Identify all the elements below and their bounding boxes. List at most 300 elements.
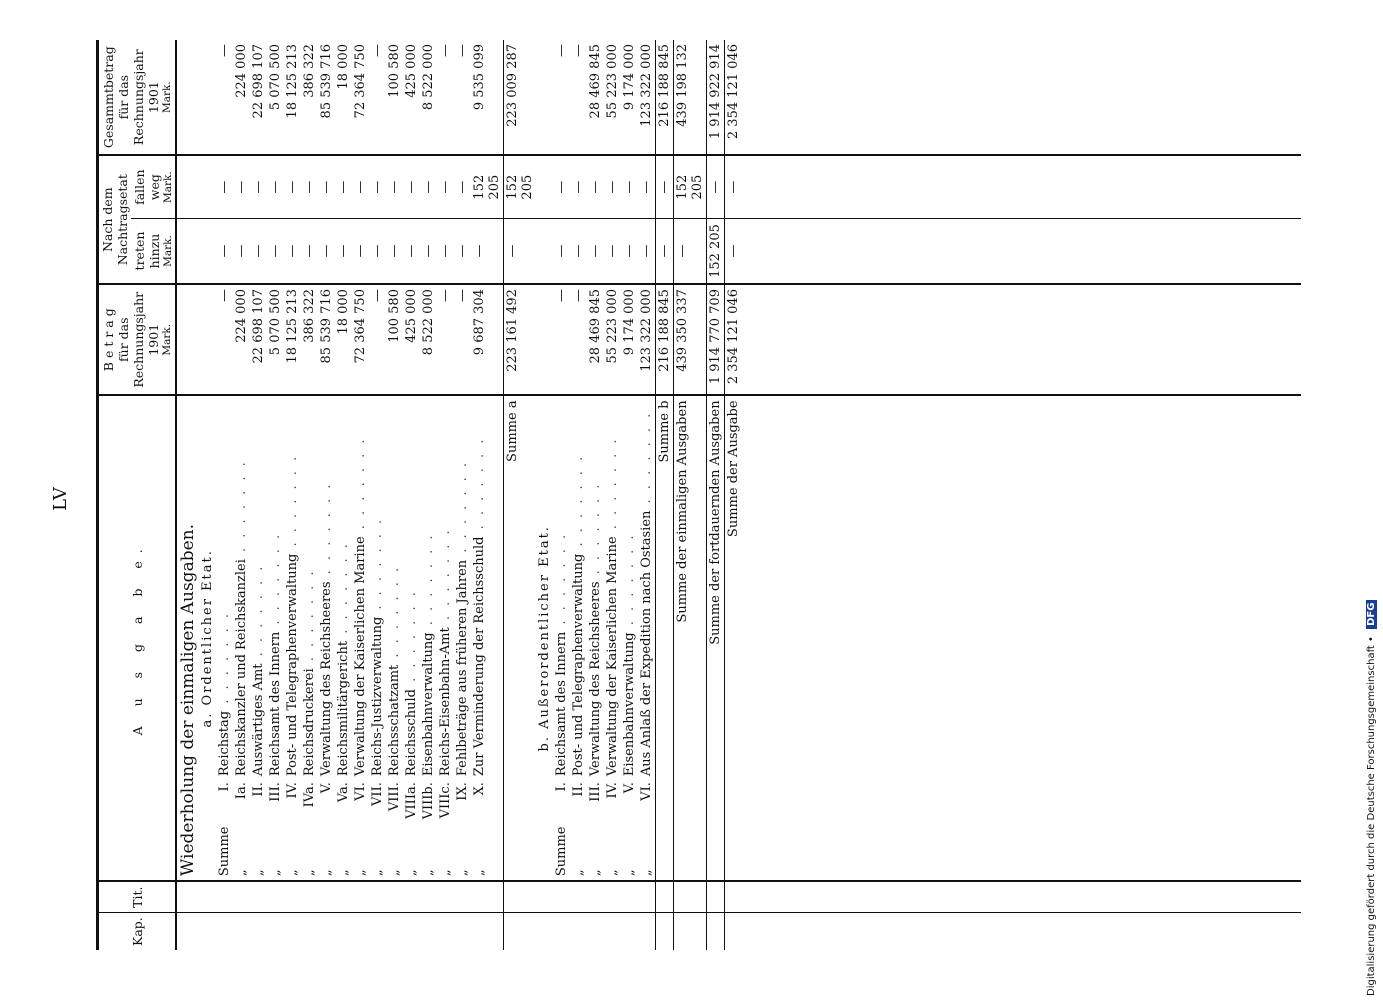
sum-weg: —: [725, 155, 743, 218]
table-row: [604, 40, 621, 950]
row-number: IV.: [285, 782, 300, 799]
tit-cell: [504, 881, 537, 913]
empty: [536, 155, 553, 218]
row-name: Verwaltung des Reichsheeres: [319, 581, 334, 777]
row-number: VIIIc.: [438, 782, 453, 819]
page-number: LV: [49, 486, 71, 511]
gesammt-cell: 8 522 000: [420, 40, 437, 155]
row-label: [216, 395, 233, 881]
kap-cell: [570, 913, 587, 950]
betrag-cell: 18 125 213: [284, 284, 301, 395]
weg-cell: —: [420, 155, 437, 218]
sum-fortdauernd-row: [707, 40, 725, 950]
table-row: [437, 40, 454, 950]
row-number: II.: [571, 782, 586, 797]
expenditure-table: [96, 40, 1301, 950]
kap-cell: [369, 913, 386, 950]
row-prefix: Summe: [217, 826, 232, 877]
row-name: Reichstag: [217, 710, 232, 777]
leader-dots: . . . . . . .: [404, 589, 419, 690]
hinzu-cell: —: [386, 218, 403, 284]
betrag-cell: 224 000: [233, 284, 250, 395]
tit-cell: [437, 881, 454, 913]
row-name: Reichsschatzamt: [387, 664, 402, 777]
row-prefix: „: [251, 869, 266, 877]
hinzu-cell: —: [621, 218, 638, 284]
table-row: [284, 40, 301, 950]
kap-cell: [638, 913, 656, 950]
kap-cell: [674, 913, 707, 950]
kap-cell: [604, 913, 621, 950]
kap-cell: [403, 913, 420, 950]
tit-cell: [621, 881, 638, 913]
empty: [742, 284, 1301, 395]
table-row: [570, 40, 587, 950]
kap-cell: [216, 913, 233, 950]
row-label: [420, 395, 437, 881]
kap-cell: [725, 913, 743, 950]
tit-cell: [570, 881, 587, 913]
betrag-cell: —: [553, 284, 570, 395]
kap-cell: [707, 913, 725, 950]
leader-dots: . . . . . . .: [319, 481, 334, 582]
tit-cell: [471, 881, 504, 913]
tit-cell: [725, 881, 743, 913]
weg-cell: —: [250, 155, 267, 218]
kap-cell: [621, 913, 638, 950]
betrag-cell: 100 580: [386, 284, 403, 395]
tit-cell: [250, 881, 267, 913]
table-row: [301, 40, 318, 950]
row-prefix: „: [302, 869, 317, 877]
hinzu-cell: —: [301, 218, 318, 284]
weg-cell: —: [233, 155, 250, 218]
empty: [536, 284, 553, 395]
table-row: [369, 40, 386, 950]
row-name: Zur Verminderung der Reichsschuld: [472, 536, 487, 777]
sum-hinzu: —: [504, 218, 537, 284]
row-prefix: „: [421, 869, 436, 877]
table-row: [454, 40, 471, 950]
tit-cell: [301, 881, 318, 913]
tit-cell: [454, 881, 471, 913]
table-row: [250, 40, 267, 950]
header-betrag-unit: Mark.: [161, 323, 173, 356]
gesammt-cell: 9 535 099: [471, 40, 504, 155]
gesammt-cell: 224 000: [233, 40, 250, 155]
tit-cell: [403, 881, 420, 913]
row-number: V.: [622, 782, 637, 794]
row-label: [570, 395, 587, 881]
gesammt-cell: —: [454, 40, 471, 155]
row-label: [403, 395, 420, 881]
weg-cell: —: [403, 155, 420, 218]
header-gesammt-label: Gesammtbetrag für das Rechnungsjahr 1901: [101, 46, 161, 149]
kap-cell: [284, 913, 301, 950]
hinzu-cell: —: [216, 218, 233, 284]
kap-cell: [437, 913, 454, 950]
row-number: V.: [319, 782, 334, 794]
betrag-cell: —: [369, 284, 386, 395]
gesammt-cell: —: [437, 40, 454, 155]
hinzu-cell: —: [420, 218, 437, 284]
row-number: VIIIa.: [404, 782, 419, 819]
sum-a-row: [504, 40, 537, 950]
row-name: Verwaltung der Kaiserlichen Marine: [605, 536, 620, 777]
leader-dots: . . . . . . .: [251, 563, 266, 664]
row-label: [553, 395, 570, 881]
betrag-cell: 386 322: [301, 284, 318, 395]
gesammt-cell: 28 469 845: [587, 40, 604, 155]
betrag-cell: —: [454, 284, 471, 395]
betrag-cell: —: [570, 284, 587, 395]
tit-cell: [420, 881, 437, 913]
header-betrag: [98, 284, 177, 395]
row-number: III.: [588, 782, 603, 802]
section-b-title: b. Außerordentlicher Etat.: [536, 395, 553, 881]
row-name: Verwaltung des Reichsheeres: [588, 581, 603, 777]
table-row: [216, 40, 233, 950]
sum-b-row: [656, 40, 674, 950]
leader-dots: . . . . . . .: [588, 481, 603, 582]
betrag-cell: 55 223 000: [604, 284, 621, 395]
kap-cell: [471, 913, 504, 950]
header-gesammt-unit: Mark.: [161, 81, 173, 114]
row-label: [638, 395, 656, 881]
sum-label: Summe b: [656, 395, 674, 881]
tit-cell: [369, 881, 386, 913]
table-title: Wiederholung der einmaligen Ausgaben.: [176, 395, 199, 881]
header-weg-unit: Mark.: [162, 171, 174, 204]
empty: [742, 40, 1301, 155]
row-label: [369, 395, 386, 881]
sum-hinzu: —: [674, 218, 707, 284]
gesammt-cell: —: [369, 40, 386, 155]
table-row: [638, 40, 656, 950]
tit-cell: [352, 881, 369, 913]
section-a-title: a. Ordentlicher Etat.: [199, 395, 216, 881]
weg-cell: —: [335, 155, 352, 218]
leader-dots: . . . . . . .: [302, 568, 317, 669]
gesammt-cell: 123 322 000: [638, 40, 656, 155]
row-prefix: „: [455, 869, 470, 877]
kap-cell: [352, 913, 369, 950]
kap-cell: [536, 913, 553, 950]
header-hinzu-unit: Mark.: [162, 235, 174, 267]
hinzu-cell: —: [250, 218, 267, 284]
row-label: [267, 395, 284, 881]
header-betrag-label: B e t r a g für das Rechnungsjahr 1901: [101, 291, 161, 388]
header-hinzu-label: treten hinzu: [132, 231, 162, 271]
weg-cell: —: [638, 155, 656, 218]
dfg-logo: DFG: [1366, 600, 1377, 629]
hinzu-cell: —: [335, 218, 352, 284]
empty: [742, 155, 1301, 218]
row-prefix: „: [622, 869, 637, 877]
weg-cell: —: [267, 155, 284, 218]
gesammt-cell: 85 539 716: [318, 40, 335, 155]
row-number: I.: [554, 782, 569, 792]
sum-gesammt: 216 188 845: [656, 40, 674, 155]
row-name: Reichs-Eisenbahn-Amt: [438, 627, 453, 777]
gesammt-cell: —: [216, 40, 233, 155]
empty: [536, 40, 553, 155]
header-tit: Tit.: [98, 881, 177, 913]
row-number: VIIIb.: [421, 782, 436, 820]
weg-cell: —: [604, 155, 621, 218]
leader-dots: . . . . . . .: [639, 410, 654, 511]
weg-cell: —: [284, 155, 301, 218]
row-number: X.: [472, 782, 487, 796]
leader-dots: . . . . . . .: [554, 531, 569, 632]
row-label: [386, 395, 403, 881]
sum-hinzu: —: [656, 218, 674, 284]
empty: [742, 218, 1301, 284]
kap-cell: [267, 913, 284, 950]
kap-cell: [553, 913, 570, 950]
leader-dots: . . . . . . .: [438, 527, 453, 628]
row-prefix: „: [370, 869, 385, 877]
gesammt-cell: 425 000: [403, 40, 420, 155]
gesammt-cell: 18 125 213: [284, 40, 301, 155]
gesammt-cell: —: [553, 40, 570, 155]
kap-cell: [656, 913, 674, 950]
row-prefix: „: [571, 869, 586, 877]
tit-cell: [553, 881, 570, 913]
tit-cell: [335, 881, 352, 913]
hinzu-cell: —: [233, 218, 250, 284]
table-body: [176, 40, 1301, 950]
row-name: Aus Anlaß der Expedition nach Ostasien: [639, 510, 654, 777]
sum-gesammt: 2 354 121 046: [725, 40, 743, 155]
gesammt-cell: 55 223 000: [604, 40, 621, 155]
table-row: [621, 40, 638, 950]
row-label: [437, 395, 454, 881]
row-name: Post- und Telegraphenverwaltung: [571, 553, 586, 777]
row-label: [471, 395, 504, 881]
header-ausgabe: A u s g a b e.: [98, 395, 177, 881]
kap-cell: [504, 913, 537, 950]
digitization-note-text: Digitalisierung gefördert durch die Deutsche Forschungsgemeinschaft: [1366, 645, 1377, 996]
kap-cell: [587, 913, 604, 950]
row-name: Post- und Telegraphenverwaltung: [285, 553, 300, 777]
table-row: [318, 40, 335, 950]
sum-total-row: [725, 40, 743, 950]
sum-weg: —: [656, 155, 674, 218]
row-label: [335, 395, 352, 881]
leader-dots: . . . . . . .: [336, 541, 351, 641]
leader-dots: . . . . . . .: [268, 531, 283, 632]
row-number: I.: [217, 782, 232, 792]
hinzu-cell: —: [284, 218, 301, 284]
gesammt-cell: 22 698 107: [250, 40, 267, 155]
table-row: [420, 40, 437, 950]
row-prefix: „: [387, 869, 402, 877]
sum-label: Summe der einmaligen Ausgaben: [674, 395, 707, 881]
row-prefix: „: [353, 869, 368, 877]
row-prefix: „: [472, 869, 487, 877]
tit-cell: [638, 881, 656, 913]
leader-dots: . . . . . . .: [353, 436, 368, 537]
weg-cell: 152 205: [471, 155, 504, 218]
kap-cell: [420, 913, 437, 950]
leader-dots: . . . . . . .: [285, 453, 300, 554]
kap-cell: [454, 913, 471, 950]
row-label: [284, 395, 301, 881]
row-number: IX.: [455, 782, 470, 801]
tit-cell: [604, 881, 621, 913]
gesammt-cell: 100 580: [386, 40, 403, 155]
hinzu-cell: —: [604, 218, 621, 284]
empty: [742, 913, 1301, 950]
tit-cell: [216, 881, 233, 913]
row-number: VIII.: [387, 782, 402, 812]
empty: [742, 881, 1301, 913]
sum-gesammt: 439 198 132: [674, 40, 707, 155]
row-name: Reichsdruckerei: [302, 668, 317, 777]
sum-einmalig-row: [674, 40, 707, 950]
sum-betrag: 1 914 770 709: [707, 284, 725, 395]
row-name: Auswärtiges Amt: [251, 663, 266, 777]
gesammt-cell: 9 174 000: [621, 40, 638, 155]
row-prefix: „: [639, 869, 654, 877]
kap-cell: [233, 913, 250, 950]
table-row: [233, 40, 250, 950]
betrag-cell: 28 469 845: [587, 284, 604, 395]
row-prefix: „: [404, 869, 419, 877]
kap-cell: [335, 913, 352, 950]
hinzu-cell: —: [471, 218, 504, 284]
betrag-cell: 85 539 716: [318, 284, 335, 395]
row-number: VII.: [370, 782, 385, 806]
sum-gesammt: 1 914 922 914: [707, 40, 725, 155]
table-row: [386, 40, 403, 950]
weg-cell: —: [216, 155, 233, 218]
sum-hinzu: —: [725, 218, 743, 284]
leader-dots: . . . . . . .: [234, 459, 249, 560]
sum-betrag: 439 350 337: [674, 284, 707, 395]
tit-cell: [587, 881, 604, 913]
row-label: [587, 395, 604, 881]
table-row: [267, 40, 284, 950]
header-kap: Kap.: [129, 917, 145, 946]
row-number: III.: [268, 782, 283, 802]
row-prefix: Summe: [554, 826, 569, 877]
row-label: [318, 395, 335, 881]
header-nachtrag: Nach dem Nachtragsetat: [98, 155, 132, 284]
sum-weg: 152 205: [504, 155, 537, 218]
sum-gesammt: 223 009 287: [504, 40, 537, 155]
row-number: IVa.: [302, 782, 317, 808]
tit-cell: [674, 881, 707, 913]
betrag-cell: 72 364 750: [352, 284, 369, 395]
tit-cell: [707, 881, 725, 913]
kap-cell: [386, 913, 403, 950]
leader-dots: . . . . . . .: [370, 516, 385, 617]
table-row: [553, 40, 570, 950]
row-label: [233, 395, 250, 881]
hinzu-cell: —: [403, 218, 420, 284]
weg-cell: —: [587, 155, 604, 218]
sum-hinzu: 152 205: [707, 218, 725, 284]
weg-cell: —: [318, 155, 335, 218]
hinzu-cell: —: [267, 218, 284, 284]
row-prefix: „: [285, 869, 300, 877]
row-name: Reichskanzler und Reichskanzlei: [234, 559, 249, 777]
row-prefix: „: [438, 869, 453, 877]
row-prefix: „: [268, 869, 283, 877]
row-number: VI.: [639, 782, 654, 801]
gesammt-cell: 18 000: [335, 40, 352, 155]
hinzu-cell: —: [369, 218, 386, 284]
tit-cell: [284, 881, 301, 913]
gesammt-cell: —: [570, 40, 587, 155]
gesammt-cell: 72 364 750: [352, 40, 369, 155]
weg-cell: —: [301, 155, 318, 218]
hinzu-cell: —: [587, 218, 604, 284]
row-name: Eisenbahnverwaltung: [421, 632, 436, 777]
weg-cell: —: [437, 155, 454, 218]
row-name: Reichsmilitärgericht: [336, 640, 351, 777]
sum-label: Summe der Ausgabe: [725, 395, 743, 881]
kap-cell: [318, 913, 335, 950]
row-prefix: „: [336, 869, 351, 877]
betrag-cell: 123 322 000: [638, 284, 656, 395]
row-name: Verwaltung der Kaiserlichen Marine: [353, 536, 368, 777]
hinzu-cell: —: [437, 218, 454, 284]
weg-cell: —: [621, 155, 638, 218]
rotated-ledger: [96, 40, 1301, 950]
row-number: VI.: [353, 782, 368, 801]
empty: [536, 218, 553, 284]
row-label: [604, 395, 621, 881]
row-label: [301, 395, 318, 881]
tit-cell: [233, 881, 250, 913]
leader-dots: . . . . . . .: [605, 436, 620, 537]
row-label: [352, 395, 369, 881]
table-row: [352, 40, 369, 950]
sum-weg: —: [707, 155, 725, 218]
betrag-cell: —: [437, 284, 454, 395]
sum-betrag: 2 354 121 046: [725, 284, 743, 395]
hinzu-cell: —: [318, 218, 335, 284]
betrag-cell: 9 174 000: [621, 284, 638, 395]
hinzu-cell: —: [638, 218, 656, 284]
tit-cell: [656, 881, 674, 913]
leader-dots: . . . . . . .: [571, 453, 586, 554]
betrag-cell: —: [216, 284, 233, 395]
row-prefix: „: [319, 869, 334, 877]
digitization-note: Digitalisierung gefördert durch die Deutsche Forschungsgemeinschaft • DFG: [1366, 0, 1382, 996]
leader-dots: . . . . . . .: [622, 532, 637, 633]
row-name: Reichs-Justizverwaltung: [370, 616, 385, 777]
row-name: Reichsamt des Innern: [268, 631, 283, 777]
weg-cell: —: [386, 155, 403, 218]
hinzu-cell: —: [553, 218, 570, 284]
tit-cell: [267, 881, 284, 913]
kap-cell: [250, 913, 267, 950]
row-label: [250, 395, 267, 881]
empty: [742, 395, 1301, 881]
row-prefix: „: [605, 869, 620, 877]
gesammt-cell: 5 070 500: [267, 40, 284, 155]
table-row: [587, 40, 604, 950]
header-weg-label: fallen weg: [132, 169, 162, 205]
betrag-cell: 22 698 107: [250, 284, 267, 395]
betrag-cell: 18 000: [335, 284, 352, 395]
tit-cell: [386, 881, 403, 913]
header-hinzu: [131, 218, 176, 284]
